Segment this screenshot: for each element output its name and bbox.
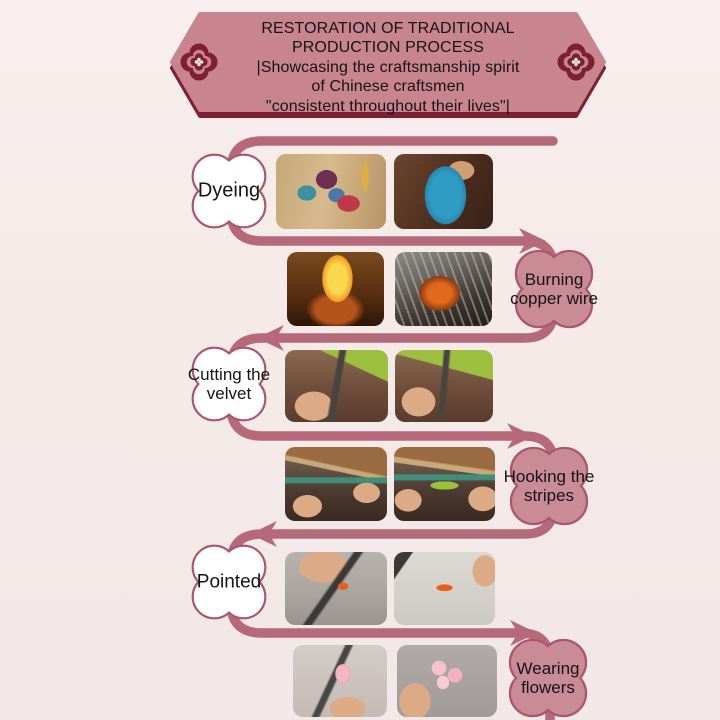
photo-pointing-tool — [285, 552, 387, 625]
step-badge-dyeing — [187, 149, 271, 233]
step-label: Dyeing — [197, 179, 261, 202]
step-badge-burning-copper-wire — [510, 245, 598, 333]
photo-cutting-velvet-2 — [395, 350, 493, 422]
step-badge-hooking-the-stripes — [505, 442, 593, 530]
step-label: Hooking the stripes — [503, 467, 595, 505]
photo-fire — [287, 252, 384, 326]
step-label: Pointed — [196, 571, 262, 593]
photo-blue-dyed-silk — [394, 154, 493, 229]
step-label: Wearing flowers — [516, 659, 580, 697]
banner-subtitle-line-2: of Chinese craftsmen — [311, 78, 465, 96]
step-badge-wearing-flowers — [504, 634, 592, 720]
photo-hooking-stripes-2 — [394, 447, 495, 521]
banner-subtitle-line-3: "consistent throughout their lives"| — [265, 97, 511, 115]
banner-title-line-2: PRODUCTION PROCESS — [291, 39, 485, 57]
photo-flower-bud-tweezers — [293, 645, 387, 717]
step-label: Burning copper wire — [510, 270, 598, 308]
step-badge-cutting-the-velvet — [187, 342, 271, 426]
banner-title-line-1: RESTORATION OF TRADITIONAL — [261, 20, 515, 37]
step-label: Cutting the velvet — [187, 365, 271, 403]
photo-dye-bowls — [276, 154, 386, 229]
step-badge-pointed — [187, 540, 271, 624]
photo-hooking-stripes-1 — [285, 447, 387, 521]
photo-finished-velvet-flower — [397, 645, 497, 717]
photo-pointed-velvet-piece — [394, 552, 495, 625]
photo-cutting-velvet-1 — [285, 350, 388, 422]
banner-subtitle-line-1: |Showcasing the craftsmanship spirit — [256, 58, 520, 76]
photo-copper-wire-over-fire — [395, 252, 492, 326]
